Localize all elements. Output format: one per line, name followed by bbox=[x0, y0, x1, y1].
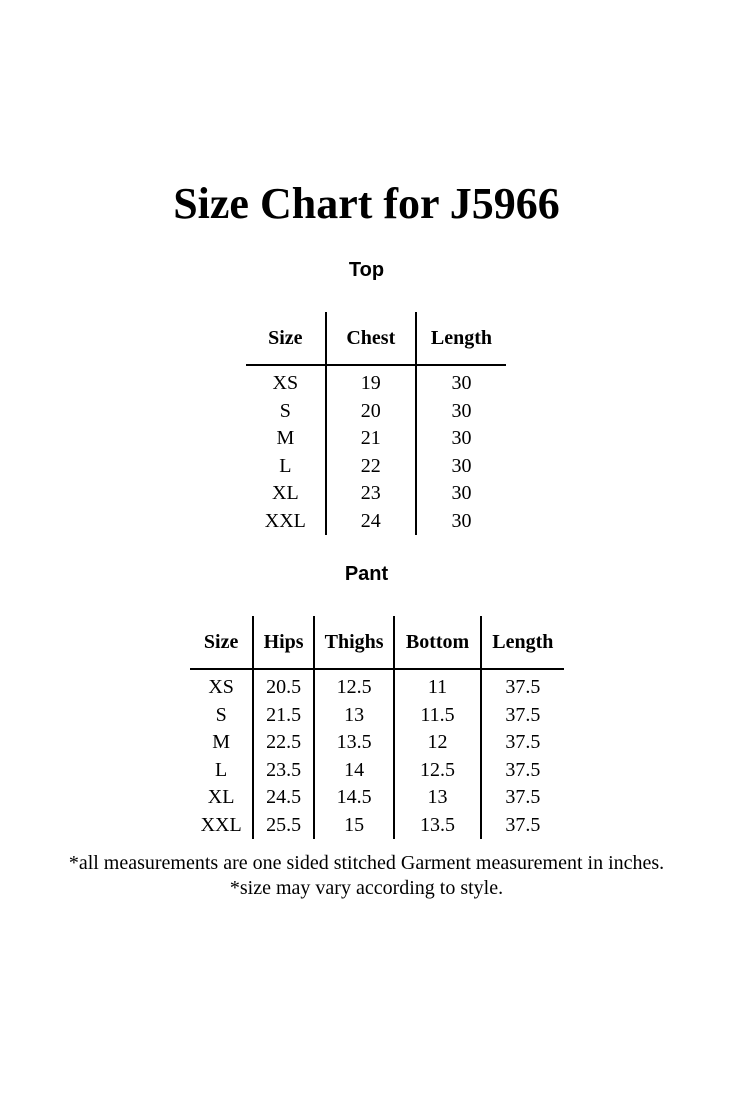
size-cell: XXL bbox=[246, 508, 326, 536]
length-cell: 30 bbox=[451, 372, 472, 395]
chest-cell: 24 bbox=[326, 508, 416, 536]
column-header-size: Size bbox=[246, 312, 326, 365]
hips-cell: 22.5 bbox=[253, 729, 314, 757]
pant-section-label: Pant bbox=[344, 563, 389, 585]
thighs-cell: 13 bbox=[314, 702, 394, 730]
length-cell: 30 bbox=[451, 399, 472, 422]
chest-cell: 23 bbox=[326, 480, 416, 508]
hips-cell: 23.5 bbox=[253, 757, 314, 785]
chest-cell: 22 bbox=[326, 453, 416, 481]
table-header-row bbox=[190, 616, 564, 669]
thighs-cell: 13.5 bbox=[314, 729, 394, 757]
length-cell: 37.5 bbox=[505, 758, 541, 781]
size-cell: XXL bbox=[190, 812, 253, 840]
thighs-cell: 14 bbox=[314, 757, 394, 785]
chest-cell: 20 bbox=[326, 398, 416, 426]
table-row bbox=[190, 729, 564, 757]
table-row bbox=[190, 669, 564, 702]
column-header-chest: Chest bbox=[326, 312, 416, 365]
size-cell: L bbox=[246, 453, 326, 481]
table-row bbox=[190, 812, 564, 840]
pant-size-table bbox=[190, 616, 564, 839]
length-cell: 37.5 bbox=[505, 731, 541, 754]
table-row bbox=[246, 480, 506, 508]
bottom-cell: 12 bbox=[394, 729, 480, 757]
table-header-row bbox=[246, 312, 506, 365]
size-cell: M bbox=[190, 729, 253, 757]
hips-cell: 24.5 bbox=[253, 784, 314, 812]
table-row bbox=[246, 365, 506, 398]
footnote-measurements: *all measurements are one sided stitched Garment measurement in inches. bbox=[68, 852, 665, 874]
thighs-cell: 12.5 bbox=[314, 669, 394, 702]
length-cell: 30 bbox=[451, 454, 472, 477]
thighs-cell: 14.5 bbox=[314, 784, 394, 812]
thighs-cell: 15 bbox=[314, 812, 394, 840]
chest-cell: 19 bbox=[326, 365, 416, 398]
page-title: Size Chart for J5966 bbox=[173, 179, 560, 228]
table-row bbox=[190, 702, 564, 730]
column-header-bottom: Bottom bbox=[394, 616, 480, 669]
length-cell: 30 bbox=[451, 427, 472, 450]
column-header-size: Size bbox=[190, 616, 253, 669]
column-header-length: Length bbox=[481, 616, 564, 669]
length-cell: 37.5 bbox=[505, 703, 541, 726]
table-row bbox=[246, 508, 506, 536]
column-header-thighs: Thighs bbox=[314, 616, 394, 669]
hips-cell: 20.5 bbox=[253, 669, 314, 702]
bottom-cell: 11.5 bbox=[394, 702, 480, 730]
bottom-cell: 12.5 bbox=[394, 757, 480, 785]
size-cell: XL bbox=[246, 480, 326, 508]
column-header-hips: Hips bbox=[253, 616, 314, 669]
length-cell: 30 bbox=[451, 482, 472, 505]
table-row bbox=[190, 757, 564, 785]
top-size-table bbox=[246, 312, 506, 535]
hips-cell: 25.5 bbox=[253, 812, 314, 840]
table-row bbox=[246, 398, 506, 426]
table-row bbox=[246, 453, 506, 481]
table-row bbox=[246, 425, 506, 453]
size-cell: S bbox=[246, 398, 326, 426]
size-cell: L bbox=[190, 757, 253, 785]
size-cell: XS bbox=[190, 669, 253, 702]
column-header-length: Length bbox=[416, 312, 506, 365]
size-cell: M bbox=[246, 425, 326, 453]
chest-cell: 21 bbox=[326, 425, 416, 453]
length-cell: 37.5 bbox=[505, 813, 541, 836]
table-row bbox=[190, 784, 564, 812]
size-cell: XS bbox=[246, 365, 326, 398]
size-cell: XL bbox=[190, 784, 253, 812]
length-cell: 37.5 bbox=[505, 676, 541, 699]
size-cell: S bbox=[190, 702, 253, 730]
length-cell: 30 bbox=[451, 509, 472, 532]
length-cell: 37.5 bbox=[505, 786, 541, 809]
hips-cell: 21.5 bbox=[253, 702, 314, 730]
top-section-label: Top bbox=[348, 259, 385, 281]
footnote-size-variance: *size may vary according to style. bbox=[229, 877, 504, 899]
bottom-cell: 13.5 bbox=[394, 812, 480, 840]
bottom-cell: 11 bbox=[394, 669, 480, 702]
bottom-cell: 13 bbox=[394, 784, 480, 812]
